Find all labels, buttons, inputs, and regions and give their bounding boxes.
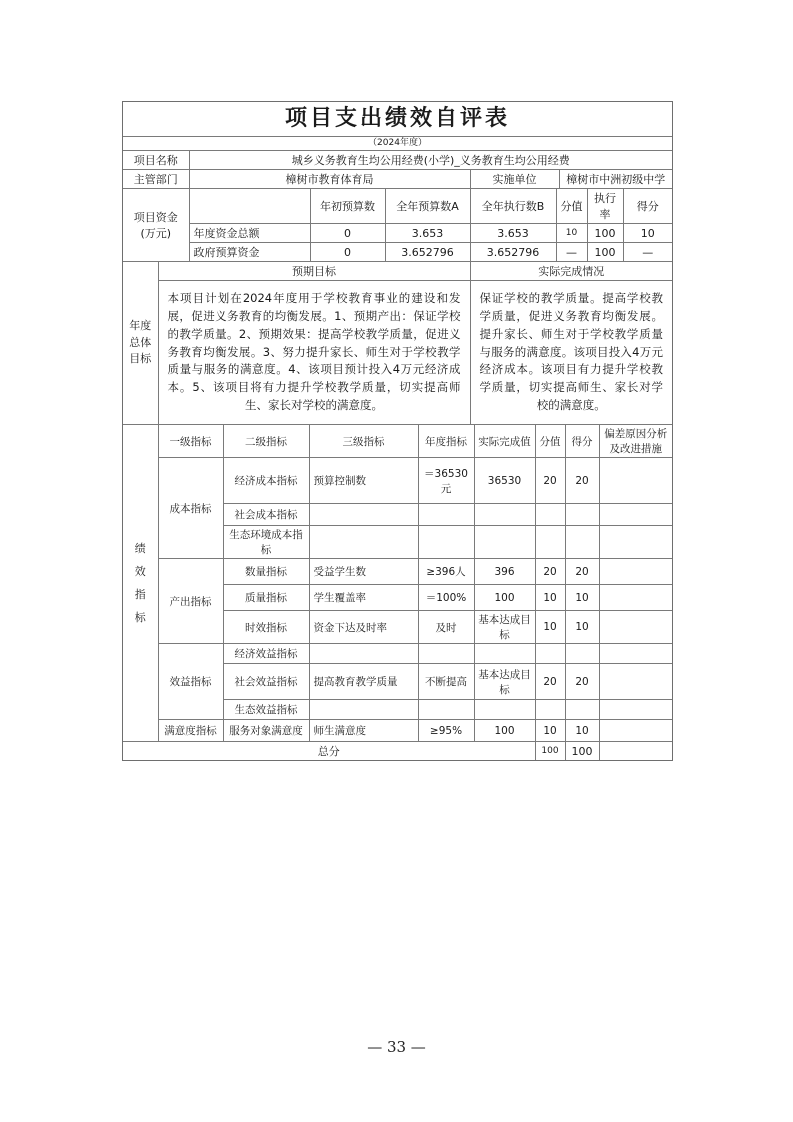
funds-exec-rate: 100 xyxy=(587,224,623,243)
cell-annual xyxy=(418,526,474,559)
table-row xyxy=(123,720,672,742)
cell-annual: ＝100% xyxy=(418,585,474,611)
cell-lvl3: 资金下达及时率 xyxy=(309,611,418,644)
cell-score: 10 xyxy=(565,720,599,742)
cell-annual: 及时 xyxy=(418,611,474,644)
info-table xyxy=(123,151,672,189)
cell-lvl2: 社会成本指标 xyxy=(223,504,309,526)
cell-score xyxy=(565,526,599,559)
cell-score: 20 xyxy=(565,458,599,504)
cell-actual: 100 xyxy=(474,720,535,742)
expected-goal-text: 本项目计划在2024年度用于学校教育事业的建设和发展，促进义务教育的均衡发展。1、预期产出：保证学校的教学质量。2、预期效果：提高学校教学质量，促进义务教育均衡发展。3、努力提升家长、师生对于学校教学质量与服务的满意度。4、该项目预计投入4万元经济成本。5、该项目将有力提升学校教学质量，切实提高师生、家长对学校的满意度。 xyxy=(158,281,470,425)
cell-score xyxy=(565,700,599,720)
funds-header-score: 得分 xyxy=(623,189,672,224)
total-score-value: 100 xyxy=(535,742,565,760)
total-deviation xyxy=(599,742,672,760)
cell-actual xyxy=(474,526,535,559)
cell-deviation xyxy=(599,644,672,664)
header-score: 得分 xyxy=(565,425,599,458)
funds-header-score-value: 分值 xyxy=(556,189,587,224)
cell-lvl3 xyxy=(309,504,418,526)
funds-score: — xyxy=(623,243,672,262)
cell-lvl2: 经济效益指标 xyxy=(223,644,309,664)
cell-score-value: 10 xyxy=(535,585,565,611)
cell-annual xyxy=(418,644,474,664)
cell-actual: 基本达成目标 xyxy=(474,664,535,700)
cell-lvl2: 时效指标 xyxy=(223,611,309,644)
cell-deviation xyxy=(599,526,672,559)
cell-lvl2: 经济成本指标 xyxy=(223,458,309,504)
total-row xyxy=(123,742,672,760)
cell-annual xyxy=(418,700,474,720)
cell-lvl3 xyxy=(309,526,418,559)
page-number: — 33 — xyxy=(367,1038,426,1056)
funds-header-executed: 全年执行数B xyxy=(470,189,556,224)
cell-lvl3: 提高教育教学质量 xyxy=(309,664,418,700)
annual-goal-label-text: 年度总体目标 xyxy=(129,319,152,366)
header-lvl2: 二级指标 xyxy=(223,425,309,458)
doc-subtitle: （2024年度） xyxy=(123,137,672,151)
cell-score: 10 xyxy=(565,611,599,644)
funds-annual-budget: 3.653 xyxy=(385,224,470,243)
total-label: 总分 xyxy=(123,742,535,760)
total-score: 100 xyxy=(565,742,599,760)
funds-initial: 0 xyxy=(310,224,385,243)
funds-label xyxy=(123,189,189,262)
self-evaluation-form xyxy=(122,101,673,761)
table-row xyxy=(123,644,672,664)
cell-annual xyxy=(418,504,474,526)
cell-lvl3 xyxy=(309,644,418,664)
funds-header-annual-budget: 全年预算数A xyxy=(385,189,470,224)
cell-score-value: 20 xyxy=(535,559,565,585)
dept-value: 樟树市教育体育局 xyxy=(189,170,470,189)
cell-actual: 100 xyxy=(474,585,535,611)
cell-actual: 基本达成目标 xyxy=(474,611,535,644)
funds-executed: 3.652796 xyxy=(470,243,556,262)
cell-deviation xyxy=(599,611,672,644)
cell-actual: 396 xyxy=(474,559,535,585)
project-name-value: 城乡义务教育生均公用经费(小学)_义务教育生均公用经费 xyxy=(189,151,672,170)
indicators-label-text: 绩效指标 xyxy=(134,541,146,625)
cell-lvl2: 服务对象满意度 xyxy=(223,720,309,742)
cell-deviation xyxy=(599,458,672,504)
cell-actual xyxy=(474,504,535,526)
header-deviation: 偏差原因分析及改进措施 xyxy=(599,425,672,458)
funds-score: 10 xyxy=(623,224,672,243)
funds-score-value: — xyxy=(556,243,587,262)
funds-row-total xyxy=(123,224,672,243)
cell-lvl2: 质量指标 xyxy=(223,585,309,611)
annual-goal-label xyxy=(123,262,158,425)
cell-lvl2: 社会效益指标 xyxy=(223,664,309,700)
funds-row-gov xyxy=(123,243,672,262)
cell-score-value: 20 xyxy=(535,664,565,700)
group-satisfaction: 满意度指标 xyxy=(158,720,223,742)
cell-deviation xyxy=(599,504,672,526)
actual-completion-header: 实际完成情况 xyxy=(470,262,672,281)
project-name-label: 项目名称 xyxy=(123,151,189,170)
funds-table xyxy=(123,189,672,262)
header-lvl3: 三级指标 xyxy=(309,425,418,458)
doc-title: 项目支出绩效自评表 xyxy=(123,102,672,137)
cell-score xyxy=(565,644,599,664)
cell-actual: 36530 xyxy=(474,458,535,504)
cell-lvl2: 生态环境成本指标 xyxy=(223,526,309,559)
funds-row-name: 年度资金总额 xyxy=(189,224,310,243)
annual-goal-table xyxy=(123,262,672,425)
cell-deviation xyxy=(599,585,672,611)
cell-score-value: 20 xyxy=(535,458,565,504)
cell-lvl3: 学生覆盖率 xyxy=(309,585,418,611)
cell-actual xyxy=(474,700,535,720)
cell-score: 20 xyxy=(565,664,599,700)
cell-lvl3: 受益学生数 xyxy=(309,559,418,585)
funds-score-value: 10 xyxy=(556,224,587,243)
header-lvl1: 一级指标 xyxy=(158,425,223,458)
cell-score-value xyxy=(535,644,565,664)
group-cost: 成本指标 xyxy=(158,458,223,559)
funds-label-line2: (万元) xyxy=(140,227,172,240)
table-row xyxy=(123,458,672,504)
cell-score-value: 10 xyxy=(535,720,565,742)
cell-annual: ＝36530元 xyxy=(418,458,474,504)
cell-lvl2: 生态效益指标 xyxy=(223,700,309,720)
cell-deviation xyxy=(599,559,672,585)
group-output: 产出指标 xyxy=(158,559,223,644)
actual-completion-text: 保证学校的教学质量。提高学校教学质量，促进义务教育均衡发展。提升家长、师生对于学校教学质量与服务的满意度。该项目投入4万元经济成本。该项目有力提升学校教学质量，切实提高师生、家长对学校的满意度。 xyxy=(470,281,672,425)
header-actual: 实际完成值 xyxy=(474,425,535,458)
cell-actual xyxy=(474,644,535,664)
header-annual: 年度指标 xyxy=(418,425,474,458)
impl-unit-label: 实施单位 xyxy=(470,170,559,189)
funds-label-line1: 项目资金 xyxy=(133,211,178,224)
funds-annual-budget: 3.652796 xyxy=(385,243,470,262)
cell-score-value xyxy=(535,700,565,720)
cell-score xyxy=(565,504,599,526)
funds-executed: 3.653 xyxy=(470,224,556,243)
dept-label: 主管部门 xyxy=(123,170,189,189)
funds-exec-rate: 100 xyxy=(587,243,623,262)
cell-score-value xyxy=(535,504,565,526)
empty-cell xyxy=(189,189,310,224)
cell-deviation xyxy=(599,664,672,700)
cell-score-value: 10 xyxy=(535,611,565,644)
cell-lvl3: 师生满意度 xyxy=(309,720,418,742)
cell-deviation xyxy=(599,720,672,742)
total-table xyxy=(123,742,672,760)
cell-deviation xyxy=(599,700,672,720)
funds-header-initial: 年初预算数 xyxy=(310,189,385,224)
expected-goal-header: 预期目标 xyxy=(158,262,470,281)
indicators-label xyxy=(123,425,158,742)
impl-unit-value: 樟树市中洲初级中学 xyxy=(559,170,672,189)
cell-score-value xyxy=(535,526,565,559)
cell-score: 10 xyxy=(565,585,599,611)
funds-header-exec-rate: 执行率 xyxy=(587,189,623,224)
group-benefit: 效益指标 xyxy=(158,644,223,720)
cell-lvl2: 数量指标 xyxy=(223,559,309,585)
cell-annual: ≥396人 xyxy=(418,559,474,585)
cell-annual: 不断提高 xyxy=(418,664,474,700)
cell-lvl3 xyxy=(309,700,418,720)
cell-score: 20 xyxy=(565,559,599,585)
cell-lvl3: 预算控制数 xyxy=(309,458,418,504)
table-row xyxy=(123,559,672,585)
funds-initial: 0 xyxy=(310,243,385,262)
cell-annual: ≥95% xyxy=(418,720,474,742)
header-score-value: 分值 xyxy=(535,425,565,458)
indicators-table xyxy=(123,425,672,742)
funds-row-name: 政府预算资金 xyxy=(189,243,310,262)
